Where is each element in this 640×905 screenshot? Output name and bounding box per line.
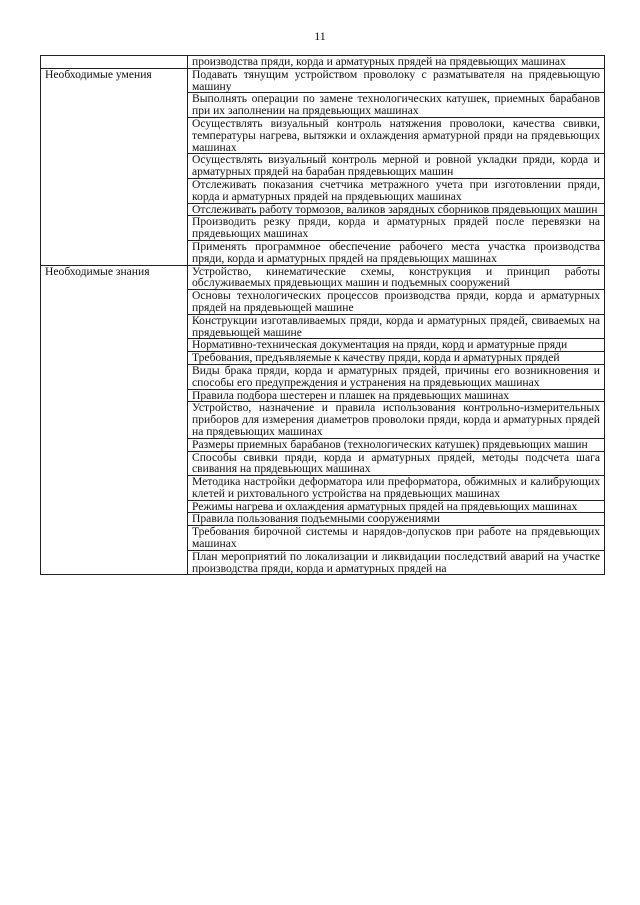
requirement-item: Устройство, кинематические схемы, конструкция и принцип работы обслуживаемых прядевьющих машин и подъемных сооружений [188,265,605,290]
table-row [41,265,605,290]
section-label: Необходимые умения [41,68,188,265]
requirement-item: Правила подбора шестерен и плашек на прядевьющих машинах [188,389,605,402]
requirement-item: Подавать тянущим устройством проволоку с разматывателя на прядевьющую машину [188,68,605,93]
table-row [41,56,605,69]
requirement-item: Виды брака пряди, корда и арматурных прядей, причины его возникновения и способы его предупреждения и устранения на прядевьющих машинах [188,364,605,389]
requirements-table [40,55,605,575]
requirement-item: Отслеживать работу тормозов, валиков зарядных сборников прядевьющих машин [188,203,605,216]
requirement-item: Основы технологических процессов производства пряди, корда и арматурных прядей на прядевьющей машине [188,290,605,315]
page-number: 11 [314,29,326,43]
section-label [41,56,188,69]
requirement-item: Осуществлять визуальный контроль мерной и ровной укладки пряди, корда и арматурных прядей на барабан прядевьющих машин [188,154,605,179]
requirement-item: Применять программное обеспечение рабочего места участка производства пряди, корда и арматурных прядей на прядевьющих машинах [188,240,605,265]
requirement-item: Методика настройки деформатора или преформатора, обжимных и калибрующих клетей и рихтовального устройства на прядевьющих машинах [188,476,605,501]
requirement-item: Требования бирочной системы и нарядов-допусков при работе на прядевьющих машинах [188,526,605,551]
requirement-item: Производить резку пряди, корда и арматурных прядей после перевязки на прядевьющих машинах [188,216,605,241]
requirement-item: Правила пользования подъемными сооружениями [188,513,605,526]
requirement-item: Конструкции изготавливаемых пряди, корда и арматурных прядей, свиваемых на прядевьющей машине [188,314,605,339]
requirement-item: Способы свивки пряди, корда и арматурных прядей, методы подсчета шага свивания на прядевьющих машинах [188,451,605,476]
requirement-item: Устройство, назначение и правила использования контрольно-измерительных приборов для измерения диаметров проволоки пряди, корда и арматурных прядей на прядевьющих машинах [188,402,605,438]
requirement-item: Требования, предъявляемые к качеству пряди, корда и арматурных прядей [188,352,605,365]
section-label: Необходимые знания [41,265,188,575]
requirement-item: Выполнять операции по замене технологических катушек, приемных барабанов при их заполнении на прядевьющих машинах [188,93,605,118]
requirement-item: Размеры приемных барабанов (технологических катушек) прядевьющих машин [188,438,605,451]
requirement-item: План мероприятий по локализации и ликвидации последствий аварий на участке производства пряди, корда и арматурных прядей на [188,550,605,575]
requirement-item: Нормативно-техническая документация на пряди, корд и арматурные пряди [188,339,605,352]
requirement-item: Отслеживать показания счетчика метражного учета при изготовлении пряди, корда и арматурных прядей на прядевьющих машинах [188,178,605,203]
requirement-item: Режимы нагрева и охлаждения арматурных прядей на прядевьющих машинах [188,500,605,513]
requirement-item: производства пряди, корда и арматурных прядей на прядевьющих машинах [188,56,605,69]
table-row [41,68,605,93]
requirement-item: Осуществлять визуальный контроль натяжения проволоки, качества свивки, температуры нагрева, вытяжки и охлаждения арматурной пряди на прядевьющих машинах [188,117,605,153]
requirements-table-body [41,56,605,575]
